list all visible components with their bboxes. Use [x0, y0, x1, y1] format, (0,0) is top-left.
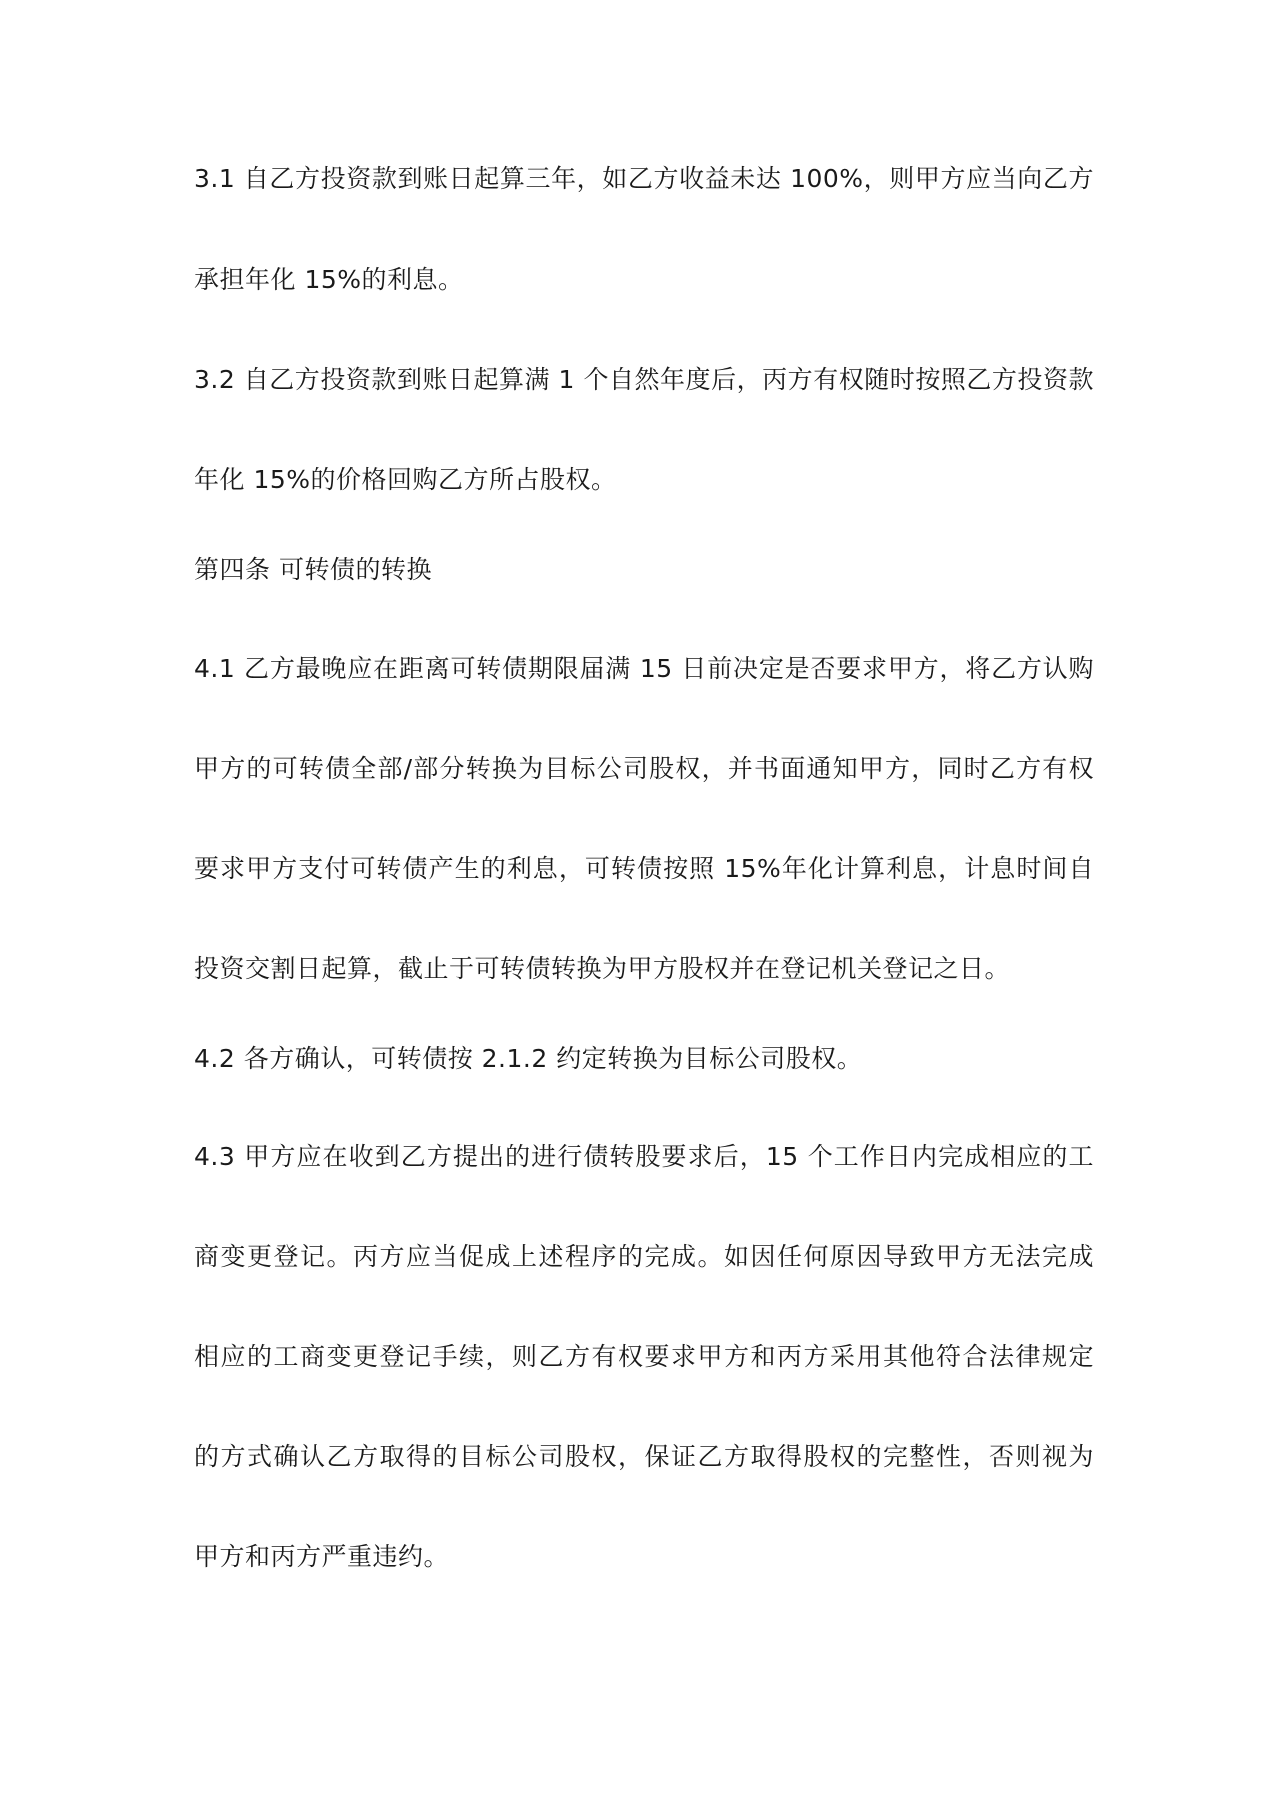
clause-3-2-line-2: 年化 15%的价格回购乙方所占股权。: [194, 465, 617, 494]
clause-4-1-line-2: 甲方的可转债全部/部分转换为目标公司股权，并书面通知甲方，同时乙方有权: [194, 754, 1094, 783]
clause-4-3-line-3: 相应的工商变更登记手续，则乙方有权要求甲方和丙方采用其他符合法律规定: [194, 1342, 1094, 1371]
clause-4-3-line-4: 的方式确认乙方取得的目标公司股权，保证乙方取得股权的完整性，否则视为: [194, 1442, 1094, 1471]
clause-4-3-line-1: 4.3 甲方应在收到乙方提出的进行债转股要求后，15 个工作日内完成相应的工: [194, 1142, 1094, 1171]
clause-3-1-line-2: 承担年化 15%的利息。: [194, 265, 464, 294]
clause-4-1-line-1: 4.1 乙方最晚应在距离可转债期限届满 15 日前决定是否要求甲方，将乙方认购: [194, 654, 1094, 683]
article-4-heading: 第四条 可转债的转换: [194, 555, 432, 584]
clause-4-1-line-3: 要求甲方支付可转债产生的利息，可转债按照 15%年化计算利息，计息时间自: [194, 854, 1094, 883]
clause-3-2-line-1: 3.2 自乙方投资款到账日起算满 1 个自然年度后，丙方有权随时按照乙方投资款: [194, 365, 1094, 394]
clause-4-1-line-4: 投资交割日起算，截止于可转债转换为甲方股权并在登记机关登记之日。: [194, 954, 1011, 983]
clause-4-3-line-5: 甲方和丙方严重违约。: [194, 1542, 450, 1571]
clause-4-3-line-2: 商变更登记。丙方应当促成上述程序的完成。如因任何原因导致甲方无法完成: [194, 1242, 1094, 1271]
clause-3-1-line-1: 3.1 自乙方投资款到账日起算三年，如乙方收益未达 100%，则甲方应当向乙方: [194, 164, 1094, 193]
clause-4-2: 4.2 各方确认，可转债按 2.1.2 约定转换为目标公司股权。: [194, 1044, 863, 1073]
